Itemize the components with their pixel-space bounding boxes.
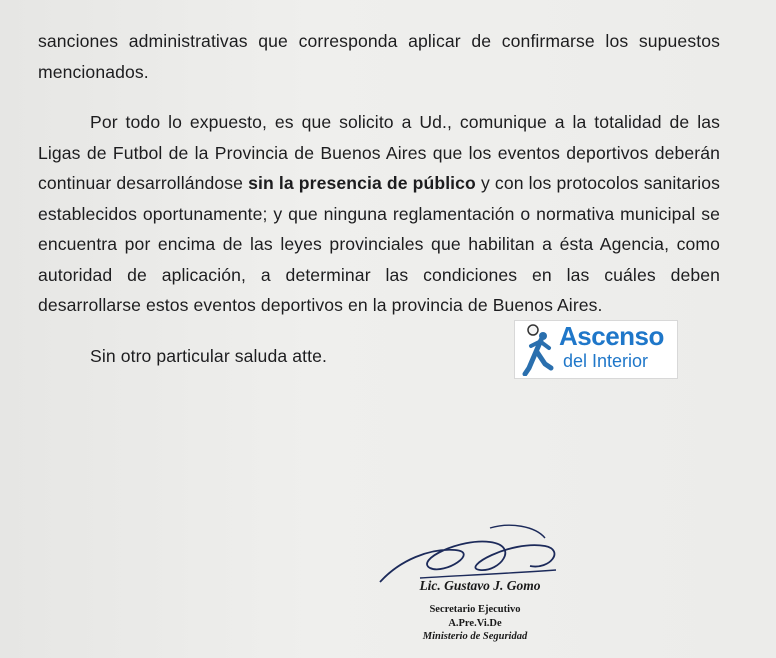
ascenso-logo	[514, 320, 678, 379]
signature-role: Secretario Ejecutivo	[429, 604, 521, 615]
paragraph-request	[38, 107, 720, 321]
signature-name: Lic. Gustavo J. Gomo	[419, 578, 541, 593]
signature-block	[360, 520, 580, 658]
paragraph-salutation: Sin otro particular saluda atte.	[90, 345, 327, 366]
player-icon	[519, 324, 559, 376]
logo-title: Ascenso	[559, 321, 664, 351]
paragraph-request-part1: Por todo lo expuesto, es que solicito a Ud., comunique a la totalidad de las Ligas de Futbol de la Provincia de Buenos Aires que los eventos deportivos deberán continuar desarrollándose	[38, 112, 720, 193]
logo-subtitle: del Interior	[563, 351, 649, 371]
paragraph-request-bold: sin la presencia de público	[248, 173, 476, 193]
paragraph-request-part2: y con los protocolos sanitarios establecidos oportunamente; y que ninguna reglamentación o normativa municipal se encuentra por encima de las leyes provinciales que habilitan a ésta Agencia, como autoridad de aplicación, a determinar las condiciones en las cuáles deben desarrollarse estos eventos deportivos en la provincia de Buenos Aires.	[38, 173, 720, 315]
paragraph-closing-sanctions: sanciones administrativas que corresponda aplicar de confirmarse los supuestos mencionados.	[38, 31, 720, 82]
signature-ministry: Ministerio de Seguridad	[422, 631, 528, 642]
signature-org: A.Pre.Vi.De	[448, 618, 502, 629]
